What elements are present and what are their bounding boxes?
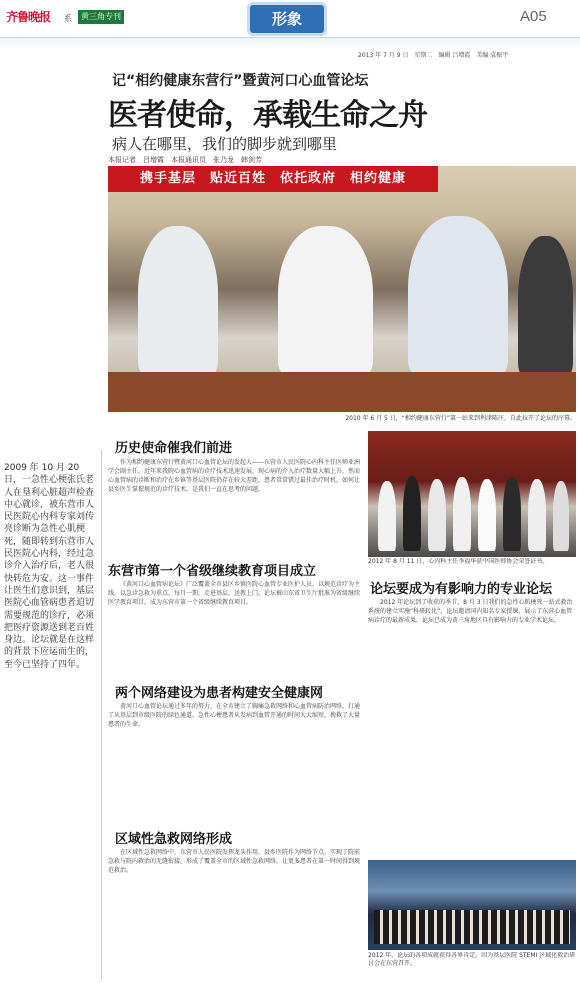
person-figure [453,477,471,551]
person-figure [138,226,218,376]
person-figure [528,479,546,551]
main-headline: 医者使命，承载生命之舟 [108,98,427,133]
subheadline: 病人在哪里，我们的脚步就到哪里 [112,135,338,153]
person-figure [428,479,446,551]
section-body: 黄河口心血管论坛通过多年的努力，在全市建立了胸痛急救网络和心血管病防治网络，打通了从基层到市级医院的绿色通道。急性心梗患者从发病到血管开通的时间大大缩短，挽救了大量患者的生命。 [108,703,361,729]
conference-photo-caption: 2012 年，论坛的各项成就获得各界肯定，因为基层医院 STEMI 区域化救治研讨会在东营召开。 [368,952,576,967]
section-body: 《黄河口心血管病论坛》广泛覆盖全市县区乡镇医院心血管专业医护人员，以规范诊疗为主线，以急诊急救为重点，每月一期，走进基层，送教上门。论坛被山东省卫生厅批准为省级继续医学教育项目，成为东营市第一个省级继续教育项目。 [108,581,361,607]
person-figure [553,481,569,551]
channel-badge: 黄三角专刊 [78,10,124,24]
section-heading: 区域性急救网络形成 [115,832,233,847]
person-figure [403,476,421,551]
person-figure [408,216,508,376]
newspaper-logo: 齐鲁晚报 [6,10,51,24]
award-photo [368,431,576,557]
person-figure [518,236,573,376]
section-title: 形象 [250,5,324,33]
masthead-xi: 系 [64,14,72,23]
section-body: 2012 年论坛到了收获的季节，8 月 3 日我们的急性心肌梗死一站式救治系统的建立实施“科研转化”，论坛邀请国内知名专家授课，展示了东营心血管病诊疗的最新成果，论坛已成为黄三角地区具有影响力的专业学术论坛。 [368,599,573,625]
kicker-headline: 记“相约健康东营行”暨黄河口心血管论坛 [112,73,369,89]
conference-photo [368,860,576,950]
dateline: 2013 年 7 月 9 日 星期二 编辑 吕增霞 美编 袁振宇 [358,52,509,59]
section-heading: 东营市第一个省级继续教育项目成立 [108,564,317,579]
person-figure [378,481,396,551]
byline: 本报记者 吕增霞 本报通讯员 张乃龙 韩剑芳 [108,156,262,164]
section-heading: 历史使命催我们前进 [115,441,233,456]
group-rows [374,910,570,944]
column-divider [101,450,102,980]
person-figure [278,226,373,376]
photo-banner: 携手基层 贴近百姓 依托政府 相约健康 [108,166,438,192]
header-strip [0,38,580,49]
section-heading: 论坛要成为有影响力的专业论坛 [370,582,553,597]
photo-table [108,372,576,412]
sidebar-column: 2009 年 10 月 20 日，一急性心梗张氏老人在垦利心脏超声检查中心就诊，被东营市人民医院心内科专家刘传亮诊断为急性心肌梗死，随即转到东营市人民医院心内科，经过急诊介入治疗后，老人很快转危为安。这一事件让医生们意识到，基层医院心血管病患者迫切需要规范的诊疗，必须把医疗资源送到老百姓身边。论坛就是在这样的背景下应运而生的，至今已坚持了四年。 [4,463,95,670]
award-photo-caption: 2012 年 8 月 11 日，心内科主任李福华获中国医师协会荣誉证书。 [368,558,549,565]
page-number: A05 [520,8,547,25]
main-photo-caption: 2010 年 6 月 5 日，“相约健康东营行”第一站来到利津陈庄，自此拉开了论坛的序幕。 [345,415,576,422]
person-figure [478,479,496,551]
person-figure [503,477,521,551]
section-body: 作为相约健康东营行暨黄河口心血管论坛的发起人——东营市人民医院心内科主任医师亚洲学会副主任，近年来我院心血管病的诊疗技术迅速发展，现心病的介入治疗数量大幅上升，然而心血管病的诊断和治疗在乡镇等基层医院仍存在较大差距，患者常常错过最佳治疗时机。如何让县乡医生掌握规范的诊疗技术，是我们一直在思考的问题。 [108,459,361,494]
main-photo [108,166,576,412]
section-heading: 两个网络建设为患者构建安全健康网 [115,686,324,701]
section-body: 在区域性急救网络中，东营市人民医院发挥龙头作用，县乡医院作为网络节点，实现了院前急救与院内救治的无缝衔接，形成了覆盖全市的区域性急救网络，让更多患者在第一时间得到规范救治。 [108,849,361,875]
